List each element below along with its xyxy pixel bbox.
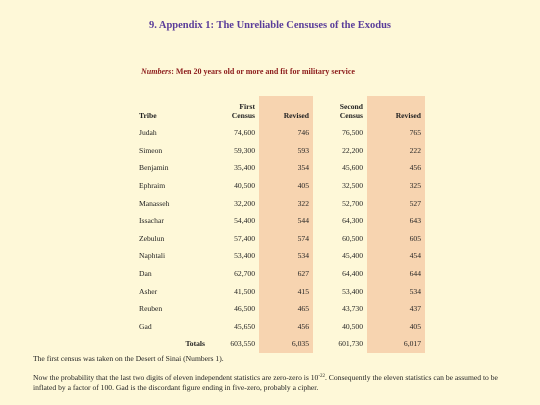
probability-note: Now the probability that the last two digits of eleven independent statistics are zero-zero is $10^{-22}$. Consequently the eleven statistics can be assumed to be inflated by a factor of 100. Gad is the discordant figure ending in five-zero, probably a cipher. [33,373,498,392]
header-revised-second: Revised [367,96,425,124]
table-header-row [136,96,425,124]
cell-first-census: 32,200 [234,198,255,208]
cell-first-census: 45,650 [234,321,255,331]
cell-second-census: 45,600 [342,163,363,173]
cell-revised-second: 534 [367,282,425,300]
cell-revised-first: 534 [259,247,313,265]
header-revised-first: Revised [259,96,313,124]
subtitle-book: Numbers [141,67,172,76]
table-row [136,282,425,300]
table-subtitle [141,67,355,76]
cell-first-census: 53,400 [234,251,255,261]
census-note: The first census was taken on the Desert of Sinai (Numbers 1). [33,354,224,363]
cell-revised-second: 454 [367,247,425,265]
cell-revised-second: 644 [367,265,425,283]
cell-tribe: Asher [139,286,158,296]
cell-first-census: 74,600 [234,128,255,138]
cell-revised-first: 415 [259,282,313,300]
cell-tribe: Issachar [139,216,164,226]
cell-tribe: Benjamin [139,163,169,173]
cell-revised-second: 643 [367,212,425,230]
cell-second-census: 52,700 [342,198,363,208]
cell-revised-first: 456 [259,318,313,336]
cell-first-census: 35,400 [234,163,255,173]
cell-revised-first: 627 [259,265,313,283]
cell-revised-second: 605 [367,230,425,248]
cell-second-census: 32,500 [342,181,363,191]
table-row [136,194,425,212]
cell-revised-second: 527 [367,194,425,212]
cell-first-census: 62,700 [234,269,255,279]
cell-revised-first: 593 [259,142,313,160]
totals-row [136,335,425,353]
exponent: -22 [318,374,325,379]
cell-second-census: 64,400 [342,269,363,279]
cell-revised-first: 405 [259,177,313,195]
cell-first-census: 41,500 [234,286,255,296]
cell-revised-first: 354 [259,159,313,177]
total-revised-first: 6,035 [259,335,313,353]
cell-revised-second: 405 [367,318,425,336]
census-table [136,96,425,353]
cell-second-census: 60,500 [342,233,363,243]
table-row [136,142,425,160]
cell-first-census: 46,500 [234,304,255,314]
cell-second-census: 76,500 [342,128,363,138]
header-first-census: First Census [231,102,255,120]
cell-revised-second: 765 [367,124,425,142]
cell-second-census: 53,400 [342,286,363,296]
table-row [136,247,425,265]
table-row [136,318,425,336]
cell-revised-second: 325 [367,177,425,195]
header-tribe: Tribe [139,111,157,120]
header-second-census: Second Census [339,102,363,120]
cell-first-census: 57,400 [234,233,255,243]
cell-tribe: Reuben [139,304,163,314]
cell-revised-second: 222 [367,142,425,160]
cell-first-census: 40,500 [234,181,255,191]
cell-revised-first: 746 [259,124,313,142]
cell-revised-first: 544 [259,212,313,230]
cell-tribe: Naphtali [139,251,166,261]
cell-tribe: Simeon [139,145,163,155]
table-row [136,159,425,177]
cell-second-census: 64,300 [342,216,363,226]
total-revised-second: 6,017 [367,335,425,353]
table-row [136,212,425,230]
total-first-census: 603,550 [230,339,255,349]
totals-label: Totals [185,339,205,349]
cell-tribe: Judah [139,128,157,138]
subtitle-text: : Men 20 years old or more and fit for military service [171,67,355,76]
table-row [136,265,425,283]
cell-second-census: 45,400 [342,251,363,261]
cell-second-census: 43,730 [342,304,363,314]
cell-first-census: 54,400 [234,216,255,226]
cell-tribe: Dan [139,269,152,279]
census-body [136,124,425,353]
table-row [136,230,425,248]
cell-revised-second: 437 [367,300,425,318]
page-title: 9. Appendix 1: The Unreliable Censuses of the Exodus [148,20,392,31]
cell-tribe: Manasseh [139,198,170,208]
cell-revised-first: 322 [259,194,313,212]
cell-revised-first: 574 [259,230,313,248]
table-row [136,124,425,142]
cell-tribe: Gad [139,321,152,331]
cell-second-census: 22,200 [342,145,363,155]
cell-second-census: 40,500 [342,321,363,331]
cell-revised-second: 456 [367,159,425,177]
total-second-census: 601,730 [338,339,363,349]
cell-tribe: Ephraim [139,181,166,191]
table-row [136,300,425,318]
cell-first-census: 59,300 [234,145,255,155]
table-row [136,177,425,195]
cell-revised-first: 465 [259,300,313,318]
cell-tribe: Zebulun [139,233,165,243]
